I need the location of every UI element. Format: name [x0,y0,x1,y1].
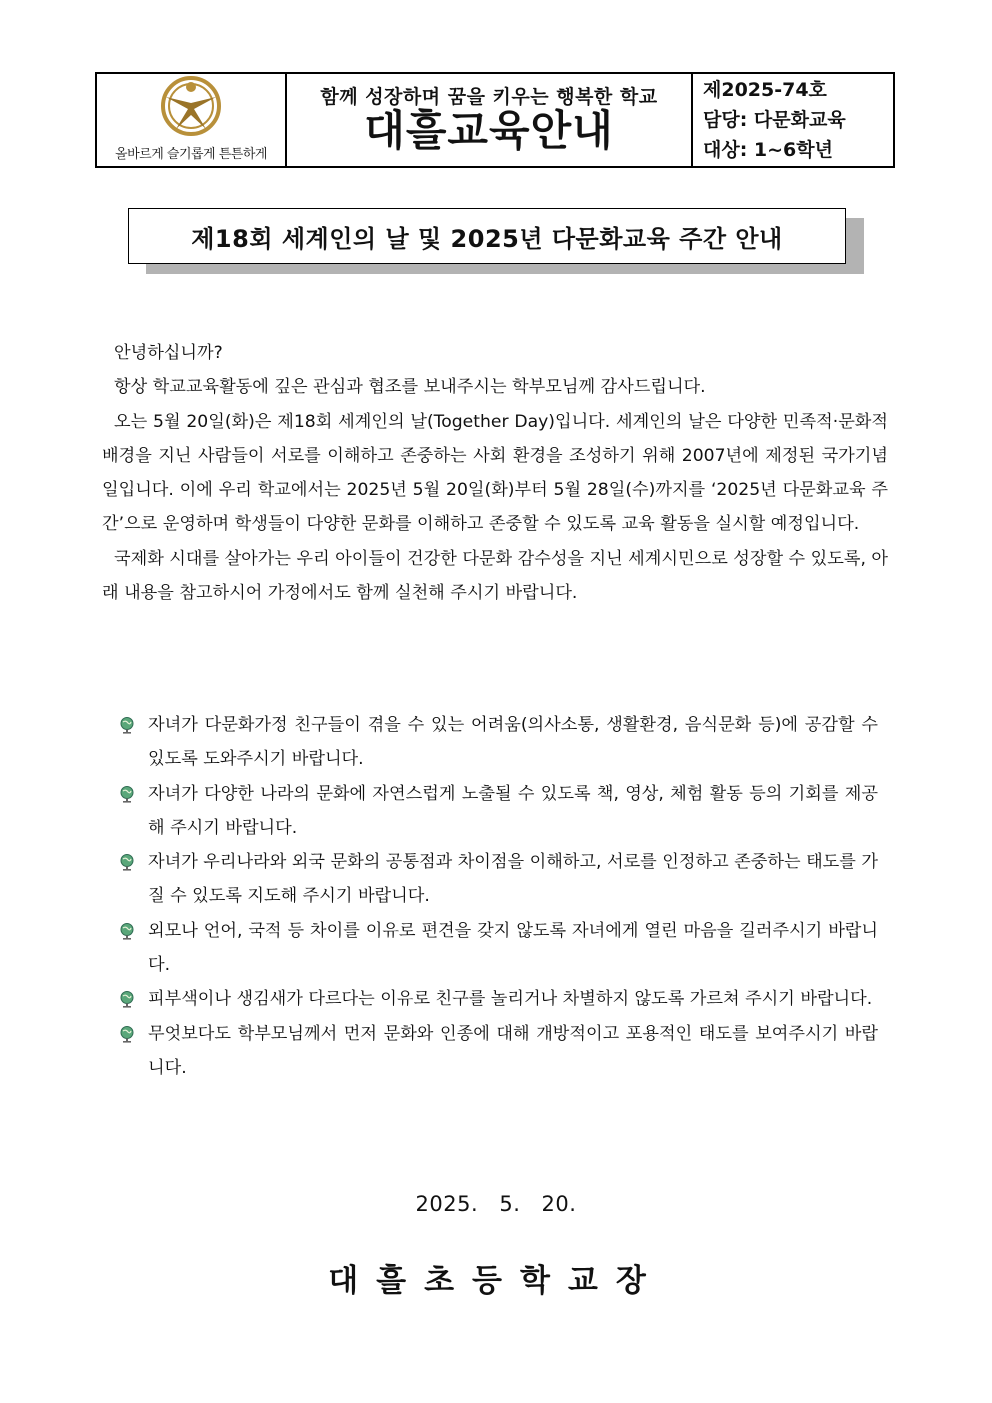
globe-icon [118,922,136,940]
list-item [118,982,878,1016]
list-item-text: 자녀가 우리나라와 외국 문화의 공통점과 차이점을 이해하고, 서로를 인정하고 존중하는 태도를 가질 수 있도록 지도해 주시기 바랍니다. [148,852,878,907]
letter-body [102,336,888,610]
paragraph-together-day: 오는 5월 20일(화)은 제18회 세계인의 날(Together Day)입니다. 세계인의 날은 다양한 민족적·문화적 배경을 지닌 사람들이 서로를 이해하고 존중하는 사회 환경을 조성하기 위해 2007년에 제정된 국가기념일입니다. 이에 우리 학교에서는 2025년 5월 20일(화)부터 5월 28일(수)까지를 ‘2025년 다문화교육 주간’으로 운영하며 학생들이 다양한 문화를 이해하고 존중할 수 있도록 교육 활동을 실시할 예정입니다. [102,411,888,535]
target-grades: 대상: 1~6학년 [703,139,833,161]
title-cell [287,74,693,166]
globe-icon [118,785,136,803]
school-slogan: 함께 성장하며 꿈을 키우는 행복한 학교 [320,85,658,108]
list-item-text: 무엇보다도 학부모님께서 먼저 문화와 인종에 대해 개방적이고 포용적인 태도를 보여주시기 바랍니다. [148,1023,878,1078]
doc-title-box [128,208,846,264]
newsletter-title: 대흘교육안내 [364,105,614,155]
letter-date: 2025. 5. 20. [415,1192,577,1216]
school-motto: 올바르게 슬기롭게 튼튼하게 [115,147,267,162]
school-emblem-icon [160,75,222,137]
info-cell [693,74,893,166]
globe-icon [118,716,136,734]
list-item [118,708,878,777]
header-table [95,72,895,168]
in-charge: 담당: 다문화교육 [703,109,846,131]
list-item [118,914,878,983]
paragraph-thanks: 항상 학교교육활동에 깊은 관심과 협조를 보내주시는 학부모님께 감사드립니다. [114,377,706,398]
guideline-list [118,708,878,1085]
principal-signature: 대흘초등학교장 [328,1263,664,1299]
globe-icon [118,1025,136,1043]
paragraph-request: 국제화 시대를 살아가는 우리 아이들이 건강한 다문화 감수성을 지닌 세계시민으로 성장할 수 있도록, 아래 내용을 참고하시어 가정에서도 함께 실천해 주시기 바랍니다. [102,548,888,604]
globe-icon [118,853,136,871]
list-item [118,777,878,846]
doc-number: 제2025-74호 [703,79,827,101]
doc-title: 제18회 세계인의 날 및 2025년 다문화교육 주간 안내 [128,208,846,264]
globe-icon [118,990,136,1008]
greeting: 안녕하십니까? [114,343,223,363]
logo-cell [97,74,287,166]
list-item-text: 피부색이나 생김새가 다르다는 이유로 친구를 놀리거나 차별하지 않도록 가르쳐 주시기 바랍니다. [148,989,873,1010]
list-item [118,845,878,914]
list-item-text: 자녀가 다문화가정 친구들이 겪을 수 있는 어려움(의사소통, 생활환경, 음식문화 등)에 공감할 수 있도록 도와주시기 바랍니다. [148,715,878,770]
list-item [118,1017,878,1086]
list-item-text: 자녀가 다양한 나라의 문화에 자연스럽게 노출될 수 있도록 책, 영상, 체험 활동 등의 기회를 제공해 주시기 바랍니다. [148,783,878,838]
list-item-text: 외모나 언어, 국적 등 차이를 이유로 편견을 갖지 않도록 자녀에게 열린 마음을 길러주시기 바랍니다. [148,920,878,976]
